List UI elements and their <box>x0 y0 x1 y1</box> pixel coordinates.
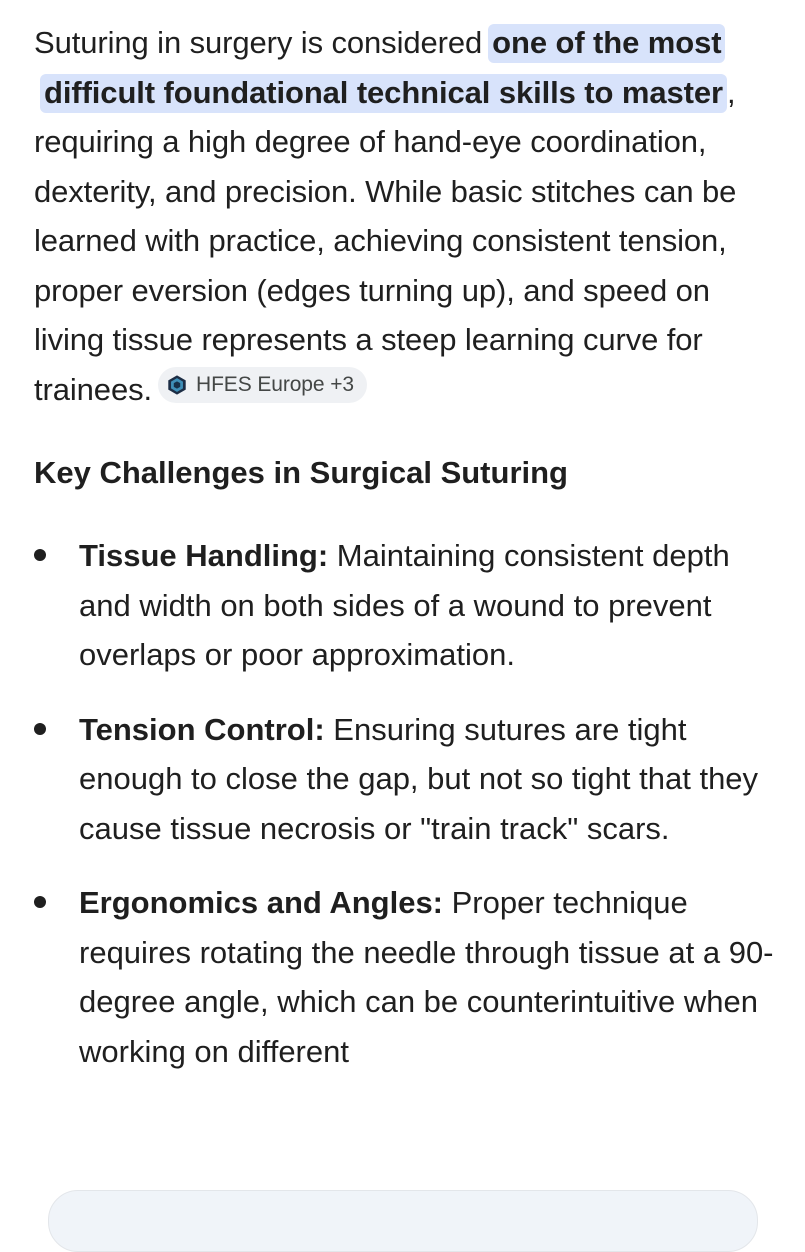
list-item-text: Ensuring sutures are tight enough to close the gap, but not so tight that they cause tissue necrosis or "train track" scars. <box>79 711 759 846</box>
list-item <box>34 705 774 854</box>
response-content <box>34 18 774 1101</box>
bullet-dot <box>34 549 46 561</box>
prompt-input-bar[interactable] <box>48 1190 758 1252</box>
list-item-title: Tension Control: <box>79 711 325 747</box>
intro-text-rest: , requiring a high degree of hand-eye coordination, dexterity, and precision. While basic stitches can be learned with practice, achieving consistent tension, proper eversion (edges turning up), and speed on living tissue represents a steep learning curve for trainees. <box>34 74 737 407</box>
hexagon-source-icon <box>166 374 188 396</box>
list-item-text: Maintaining consistent depth and width on both sides of a wound to prevent overlaps or poor approximation. <box>79 538 730 672</box>
list-item-title: Tissue Handling: <box>79 538 329 573</box>
intro-text-start: Suturing in surgery is considered <box>34 25 483 60</box>
bullet-dot <box>34 896 46 908</box>
source-chip[interactable] <box>158 367 367 403</box>
list-item <box>34 878 774 1076</box>
section-heading: Key Challenges in Surgical Suturing <box>34 455 568 490</box>
source-chip-label: HFES Europe +3 <box>196 372 354 396</box>
bullet-dot <box>34 723 46 735</box>
list-item-title: Ergonomics and Angles: <box>79 885 444 920</box>
highlighted-phrase[interactable]: one of the most difficult foundational technical skills to master <box>40 24 727 113</box>
intro-paragraph <box>34 18 774 414</box>
list-item-text: Proper technique requires rotating the needle through tissue at a 90-degree angle, which can be counterintuitive when working on different <box>79 885 774 1069</box>
list-item <box>34 531 774 680</box>
challenges-list <box>34 531 774 1076</box>
